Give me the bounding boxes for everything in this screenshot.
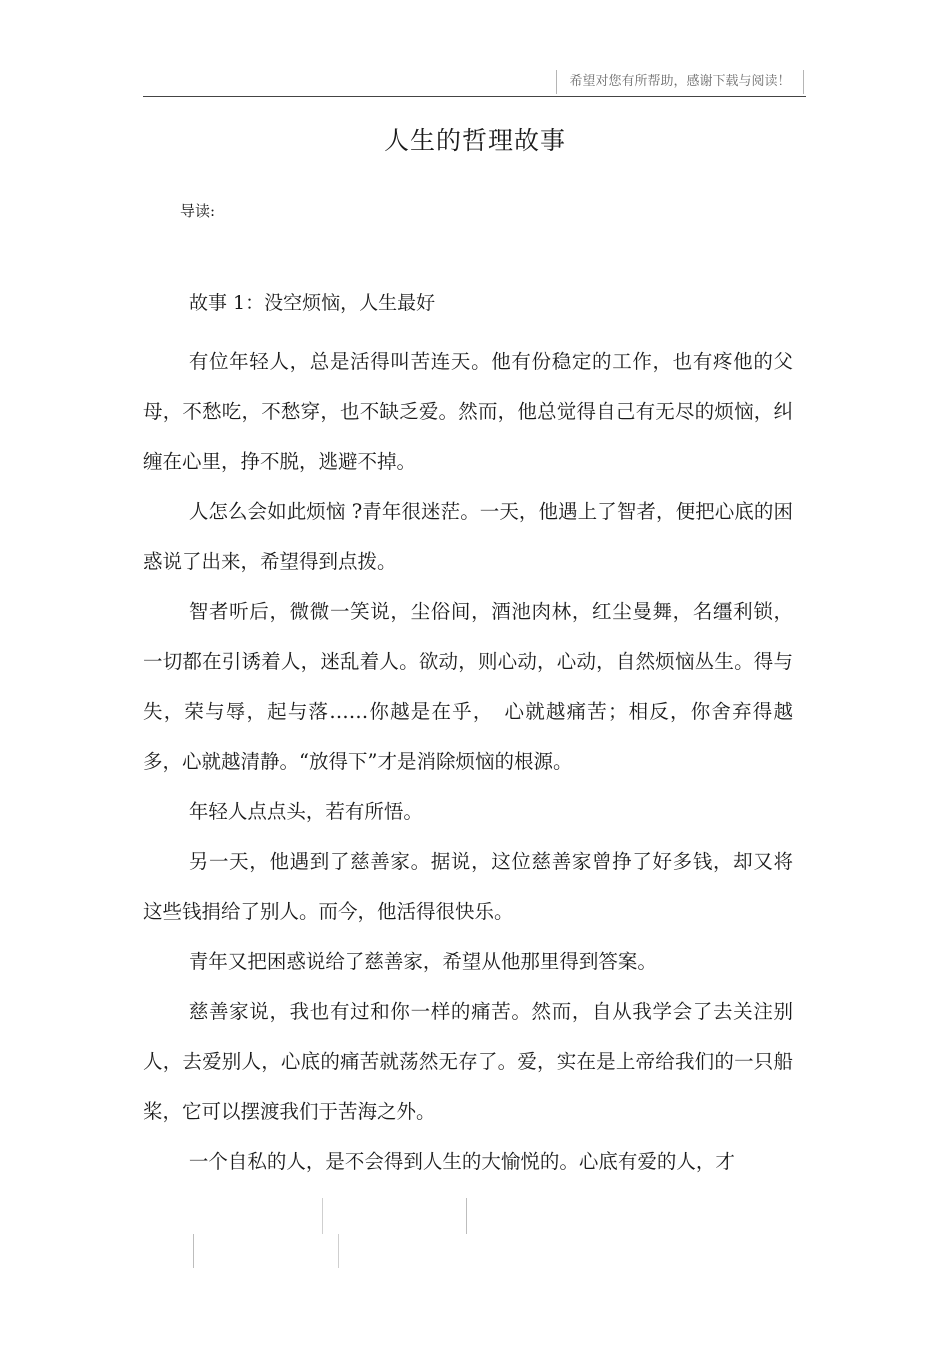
paragraph: 另一天，他遇到了慈善家。据说，这位慈善家曾挣了好多钱，却又将这些钱捐给了别人。而今，他活得很快乐。 <box>143 850 793 923</box>
page-artifact-line <box>338 1234 339 1268</box>
story-heading: 故事 1：没空烦恼，人生最好 <box>189 292 436 314</box>
paragraph: 有位年轻人，总是活得叫苦连天。他有份稳定的工作，也有疼他的父母，不愁吃，不愁穿，也不缺乏爱。然而，他总觉得自己有无尽的烦恼，纠缠在心里，挣不脱，逃避不掉。 <box>143 350 793 473</box>
paragraph: 年轻人点点头，若有所悟。 <box>188 800 423 823</box>
intro-label: 导读: <box>180 202 216 220</box>
paragraph: 慈善家说，我也有过和你一样的痛苦。然而，自从我学会了去关注别人，去爱别人，心底的痛苦就荡然无存了。爱，实在是上帝给我们的一只船桨，它可以摆渡我们于苦海之外。 <box>143 1000 793 1123</box>
page-title: 人生的哲理故事 <box>383 126 566 155</box>
page-artifact-line <box>193 1234 194 1268</box>
paragraph: 智者听后，微微一笑说，尘俗间，酒池肉林，红尘曼舞，名缰利锁，一切都在引诱着人，迷乱着人。欲动，则心动，心动，自然烦恼丛生。得与失，荣与辱，起与落……你越是在乎， 心就越痛苦；相反，你舍弃得越多，心就越清静。“放得下”才是消除烦恼的根源。 <box>143 600 793 773</box>
page-artifact-line <box>466 1198 467 1234</box>
header-note: 希望对您有所帮助，感谢下载与阅读！ <box>556 70 804 94</box>
header-rule <box>143 96 806 97</box>
story-body <box>143 337 793 1187</box>
paragraph: 青年又把困惑说给了慈善家，希望从他那里得到答案。 <box>188 950 657 973</box>
page-artifact-line <box>322 1198 323 1234</box>
paragraph: 一个自私的人，是不会得到人生的大愉悦的。心底有爱的人，才 <box>188 1150 735 1173</box>
paragraph: 人怎么会如此烦恼 ?青年很迷茫。一天，他遇上了智者，便把心底的困惑说了出来，希望得到点拨。 <box>143 500 793 573</box>
